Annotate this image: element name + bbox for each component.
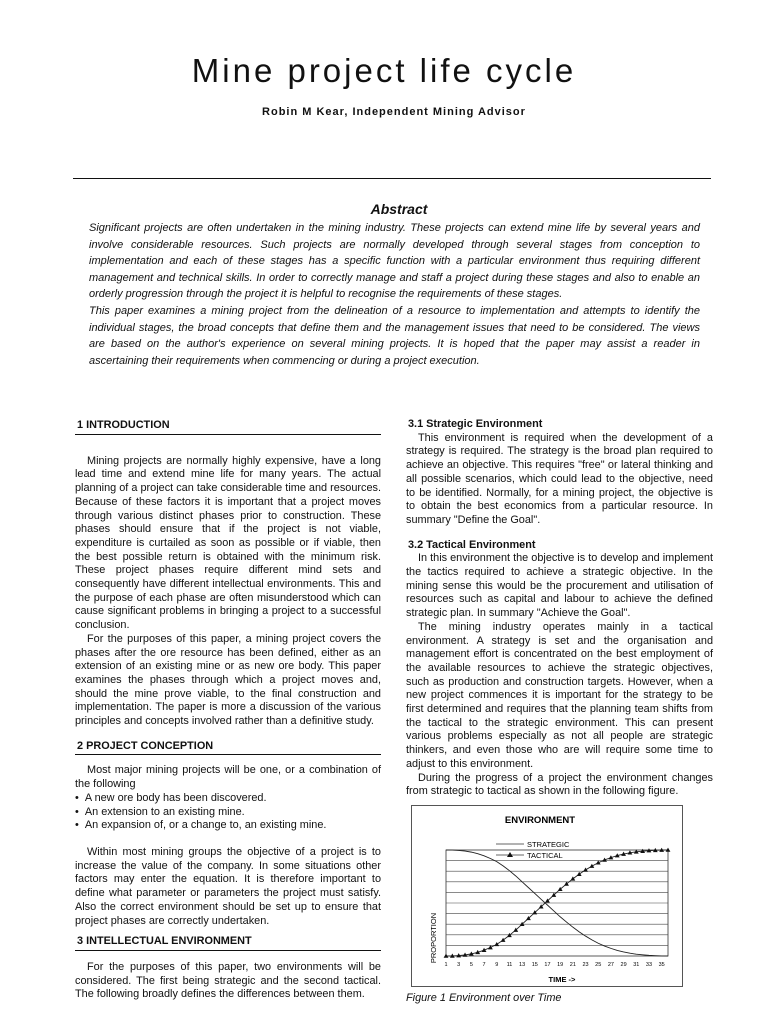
- x-tick-label: 15: [531, 961, 538, 968]
- x-tick-label: 5: [469, 961, 473, 968]
- chart-y-label: PROPORTION: [429, 912, 438, 964]
- body-paragraph: For the purposes of this paper, two environments will be considered. The first being strategic and the second tactical. The following broadly defines the differences between them.: [75, 960, 381, 1001]
- subsection-heading-tactical: 3.2 Tactical Environment: [408, 538, 536, 551]
- list-item: • An extension to an existing mine.: [75, 806, 381, 820]
- paper-title: Mine project life cycle: [191, 52, 577, 89]
- x-tick-label: 23: [582, 961, 589, 968]
- section-heading-project-conception: 2 PROJECT CONCEPTION: [75, 739, 381, 756]
- x-tick-label: 25: [595, 961, 602, 968]
- tactical-point: [589, 864, 594, 868]
- chart-series: [444, 848, 671, 958]
- chart-x-label: TIME ->: [548, 974, 576, 984]
- body-paragraph: Mining projects are normally highly expensive, have a long lead time and extend mine life for many years. The actual planning of a project can take considerable time and resources. Because of these factors it is important that a project moves through various distinct phases prior to construction. These phases should ensure that if the project is not viable, expenditure is curtailed as soon as possible or if viable, then the best possible return is obtained with the minimum risk. These project phases require different mind sets and consequently have different intellectual environments. This and the purpose of each phase are often misunderstood which can cause significant problems in bringing a project to a successful conclusion.: [75, 454, 381, 632]
- tactical-point: [583, 868, 588, 872]
- author-line: Robin M Kear, Independent Mining Advisor: [262, 106, 526, 118]
- left-column: [75, 418, 381, 1002]
- x-tick-label: 29: [620, 961, 627, 968]
- chart-x-ticks: [444, 962, 664, 968]
- figure-caption: Figure 1 Environment over Time: [406, 991, 562, 1004]
- list-item: • A new ore body has been discovered.: [75, 792, 381, 806]
- abstract-heading: Abstract: [370, 201, 428, 217]
- x-tick-label: 3: [457, 961, 461, 968]
- section-heading-intellectual-environment: 3 INTELLECTUAL ENVIRONMENT: [75, 934, 381, 951]
- body-paragraph: This environment is required when the development of a strategy is required. The strategy is the broad plan required to achieve an objective. This requires "free" or lateral thinking and all possible scenarios, which could lead to the objective, need to be identified. Normally, for a mining project, the objective is to obtain the best economics from a particular resource. In summary "Define the Goal".: [406, 431, 713, 526]
- chart-grid: [446, 850, 668, 956]
- x-tick-label: 27: [607, 961, 614, 968]
- legend-tactical-marker: [507, 852, 513, 857]
- abstract-paragraph: Significant projects are often undertaken in the mining industry. These projects can extend mine life by several years and involve considerable resources. Such projects are normally developed through several stages from conception to implementation and each of these stages has a specific function with a particular environment thus requiring different management and technical skills. In order to correctly manage and staff a project during these stages and also to enable an orderly progression through the project it is helpful to recognise the requirements of these stages.: [89, 222, 700, 301]
- body-paragraph: Within most mining groups the objective of a project is to increase the value of the company. In some situations other factors may enter the equation. It is therefore important to define what parameter or parameters the project must satisfy. Also the correct environment should be set up to ensure that project phases are correctly undertaken.: [75, 845, 381, 927]
- x-tick-label: 31: [633, 961, 640, 968]
- abstract-paragraph: This paper examines a mining project from the delineation of a resource to implementation and attempts to identify the individual stages, the broad concepts that define them and the management issues that need to be considered. The views are based on the author's experience on several mining projects. It is hoped that the paper may assist a reader in ascertaining their requirements when commencing or during a project execution.: [89, 304, 700, 367]
- x-tick-label: 7: [482, 961, 486, 968]
- list-item: • An expansion of, or a change to, an existing mine.: [75, 819, 381, 833]
- x-tick-label: 17: [544, 961, 551, 968]
- x-tick-label: 11: [506, 961, 513, 968]
- header-divider: [73, 178, 711, 179]
- section-heading-introduction: 1 INTRODUCTION: [75, 418, 381, 435]
- body-paragraph: For the purposes of this paper, a mining project covers the phases after the ore resource has been defined, either as an extension of an existing mine or as new ore body. This paper examines the phases through which a project moves and, should the mine prove viable, to the final construction and implementation. The paper is more a discussion of the various principles and concepts involved rather than a definitive study.: [75, 632, 381, 728]
- body-paragraph: Most major mining projects will be one, or a combination of the following: [75, 764, 381, 791]
- x-tick-label: 33: [645, 961, 653, 968]
- body-paragraph: The mining industry operates mainly in a tactical environment. A strategy is set and the organisation and management effort is concentrated on the best employment of the available resources to achieve the strategic objectives, such as production and construction targets. However, when a new project commences it is important for the strategy to be first determined and requires that the planning team shifts from the tactical to the strategic environment. This can present various problems especially as not all people are strategic thinkers, and even those who are will require some time to adjust to this environment.: [406, 620, 713, 770]
- environment-chart: [411, 805, 683, 987]
- x-tick-label: 9: [495, 961, 499, 968]
- legend-strategic-label: STRATEGIC: [527, 839, 570, 849]
- right-column: [406, 418, 713, 1006]
- x-tick-label: 35: [658, 961, 665, 968]
- tactical-point: [577, 872, 582, 876]
- subsection-heading-strategic: 3.1 Strategic Environment: [408, 418, 543, 430]
- legend-tactical-label: TACTICAL: [527, 850, 563, 860]
- tactical-point: [488, 945, 493, 949]
- body-paragraph: During the progress of a project the environment changes from strategic to tactical as shown in the following figure.: [406, 771, 713, 798]
- body-paragraph: In this environment the objective is to develop and implement the tactics required to achieve a strategic objective. In the mining sense this would be the procurement and utilisation of resources such as capital and labour to achieve the defined strategic plan. In summary "Achieve the Goal".: [406, 552, 713, 620]
- x-tick-label: 13: [519, 961, 526, 968]
- x-tick-label: 1: [444, 961, 448, 968]
- abstract-body: [89, 220, 700, 369]
- bullet-list: [75, 792, 381, 833]
- tactical-point: [494, 942, 499, 946]
- x-tick-label: 19: [557, 961, 564, 968]
- x-tick-label: 21: [569, 961, 576, 968]
- chart-title: ENVIRONMENT: [504, 814, 576, 826]
